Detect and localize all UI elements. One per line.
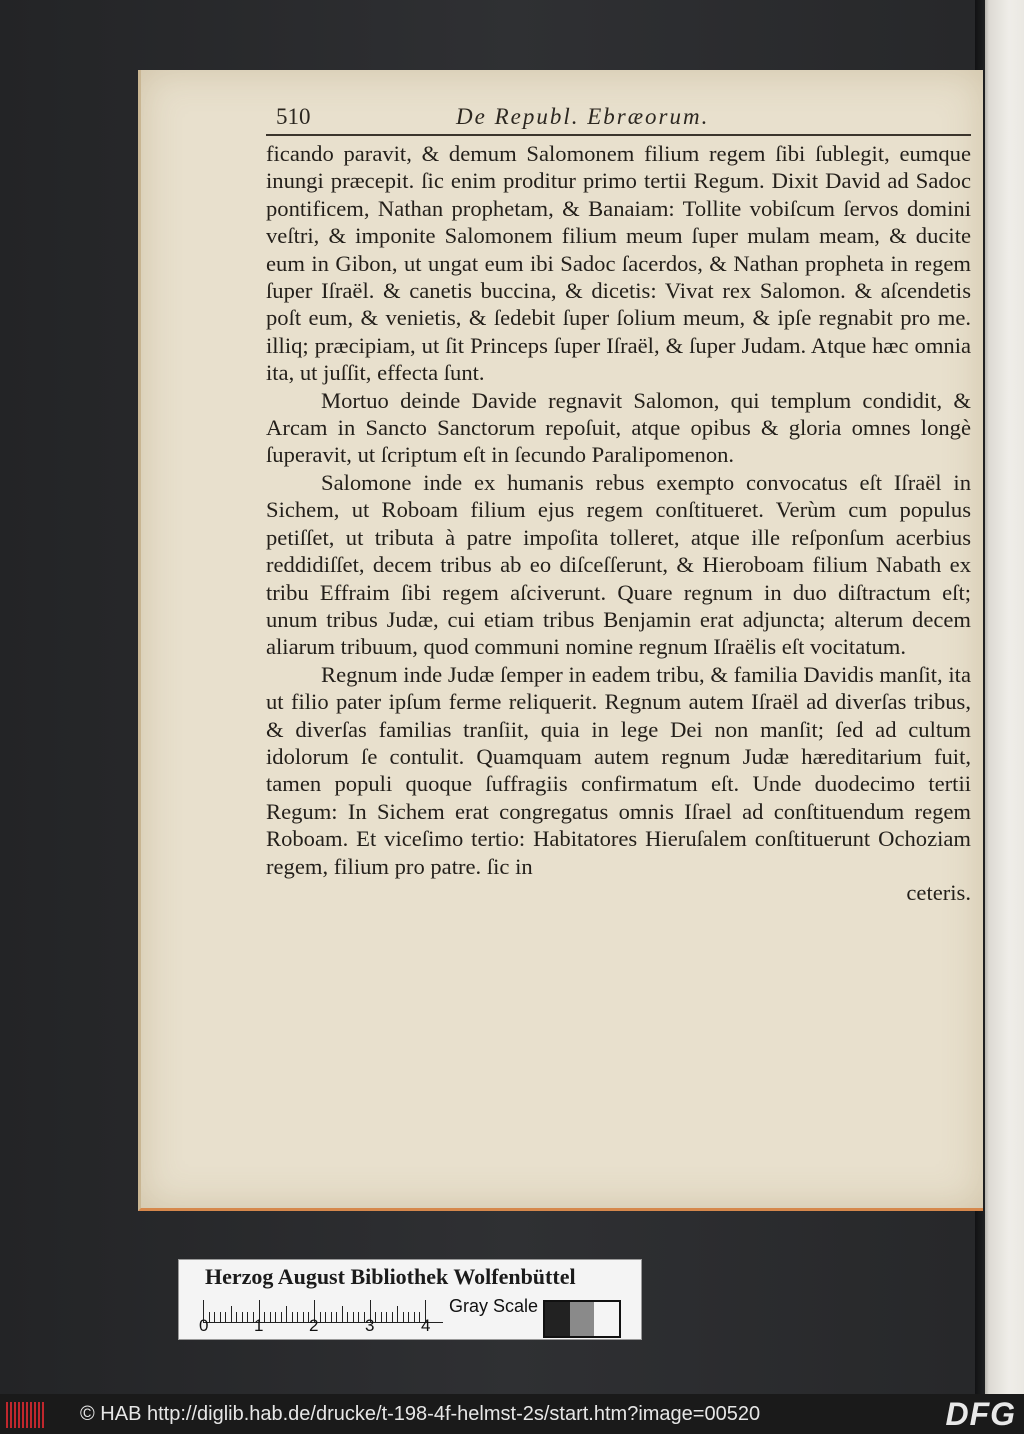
page-text-block — [266, 100, 971, 906]
adjacent-page-edge — [985, 0, 1024, 1394]
paragraph: Salomone inde ex humanis rebus exempto convocatus eſt Iſraël in Sichem, ut Roboam filium ejus regem conſtitueret. Verùm cum populus petiſſet, ut tributa à patre impoſita tolleret, atque ille reſponſum acerbius reddidiſſet, decem tribus ab eo diſceſſerunt, & Hieroboam filium Nabath ex tribu Effraim ſibi regem aſciverunt. Quare regnum in duo diſtractum eſt; unum tribus Judæ, cui etiam tribus Benjamin erat adjuncta; alterum decem aliarum tribuum, quod communi nomine regnum Iſraëlis eſt vocitatum. — [266, 469, 971, 660]
ruler-label: 0 — [199, 1316, 209, 1335]
catchword: ceteris. — [906, 879, 971, 905]
gray-scale-swatches — [543, 1300, 621, 1338]
library-name: Herzog August Bibliothek Wolfenbüttel — [205, 1264, 576, 1289]
paragraph: Regnum inde Judæ ſemper in eadem tribu, & familia Davidis manſit, ita ut filio pater ipſum ferme reliquerit. Regnum autem Iſraël ad diverſas tribus, & diverſas familias tranſiit, quia in lege Dei non manſit; ſed ad cultum idolorum ſe contulit. Quamquam autem regnum Judæ hæreditarium fuit, tamen populi quoque ſuffragiis confirmatum eſt. Unde duodecimo tertii Regum: In Sichem erat congregatus omnis Iſrael ad conſtituendum regem Roboam. Et viceſimo tertio: Habitatores Hieruſalem conſtituerunt Ochoziam regem, filium pro patre. ſic in — [266, 661, 971, 879]
page-number: 510 — [276, 104, 311, 129]
paragraph: Mortuo deinde Davide regnavit Salomon, qui templum condidit, & Arcam in Sancto Sanctorum repoſuit, atque opibus & gloria omnes longè ſuperavit, ut ſcriptum eſt in ſecundo Paralipomenon. — [266, 387, 971, 468]
color-scale-card — [178, 1259, 642, 1340]
running-head — [266, 100, 971, 136]
ruler-label: 3 — [365, 1316, 375, 1335]
gray-swatch-light — [594, 1302, 619, 1336]
gray-swatch-dark — [545, 1302, 570, 1336]
body-text — [266, 140, 971, 880]
ruler-label: 1 — [254, 1316, 264, 1335]
ruler-label: 2 — [309, 1316, 319, 1335]
gray-swatch-mid — [570, 1302, 595, 1336]
book-page — [138, 70, 983, 1211]
dfg-logo: DFG — [945, 1396, 1016, 1432]
paragraph: ficando paravit, & demum Salomonem filium regem ſibi ſublegit, eumque inungi præcepit. ſic enim proditur primo tertii Regum. Dixit David ad Sadoc pontificem, Nathan prophetam, & Banaiam: Tollite vobiſcum ſervos domini veſtri, & imponite Salomonem filium meum ſuper mulam meam, & ducite eum in Gibon, ut ungat eum ibi Sadoc ſacerdos, & Nathan propheta in regem ſuper Iſraël. & canetis buccina, & dicetis: Vivat rex Salomon. & aſcendetis poſt eum, & venietis, & ſedebit ſuper ſolium meum, & ipſe regnabit pro me. illiq; præcipiam, ut ſit Princeps ſuper Iſraël, & ſuper Judam. Atque hæc omnia ita, ut juſſit, effecta ſunt. — [266, 141, 971, 386]
viewer-footer — [0, 1394, 1024, 1434]
hab-logo-icon — [6, 1402, 46, 1428]
ruler-labels — [199, 1316, 449, 1336]
running-head-title: De Republ. Ebræorum. — [456, 104, 710, 129]
ruler-label: 4 — [421, 1316, 431, 1335]
gray-scale-label: Gray Scale — [449, 1296, 539, 1316]
copyright-url: © HAB http://diglib.hab.de/drucke/t-198-4f-helmst-2s/start.htm?image=00520 — [80, 1403, 761, 1425]
